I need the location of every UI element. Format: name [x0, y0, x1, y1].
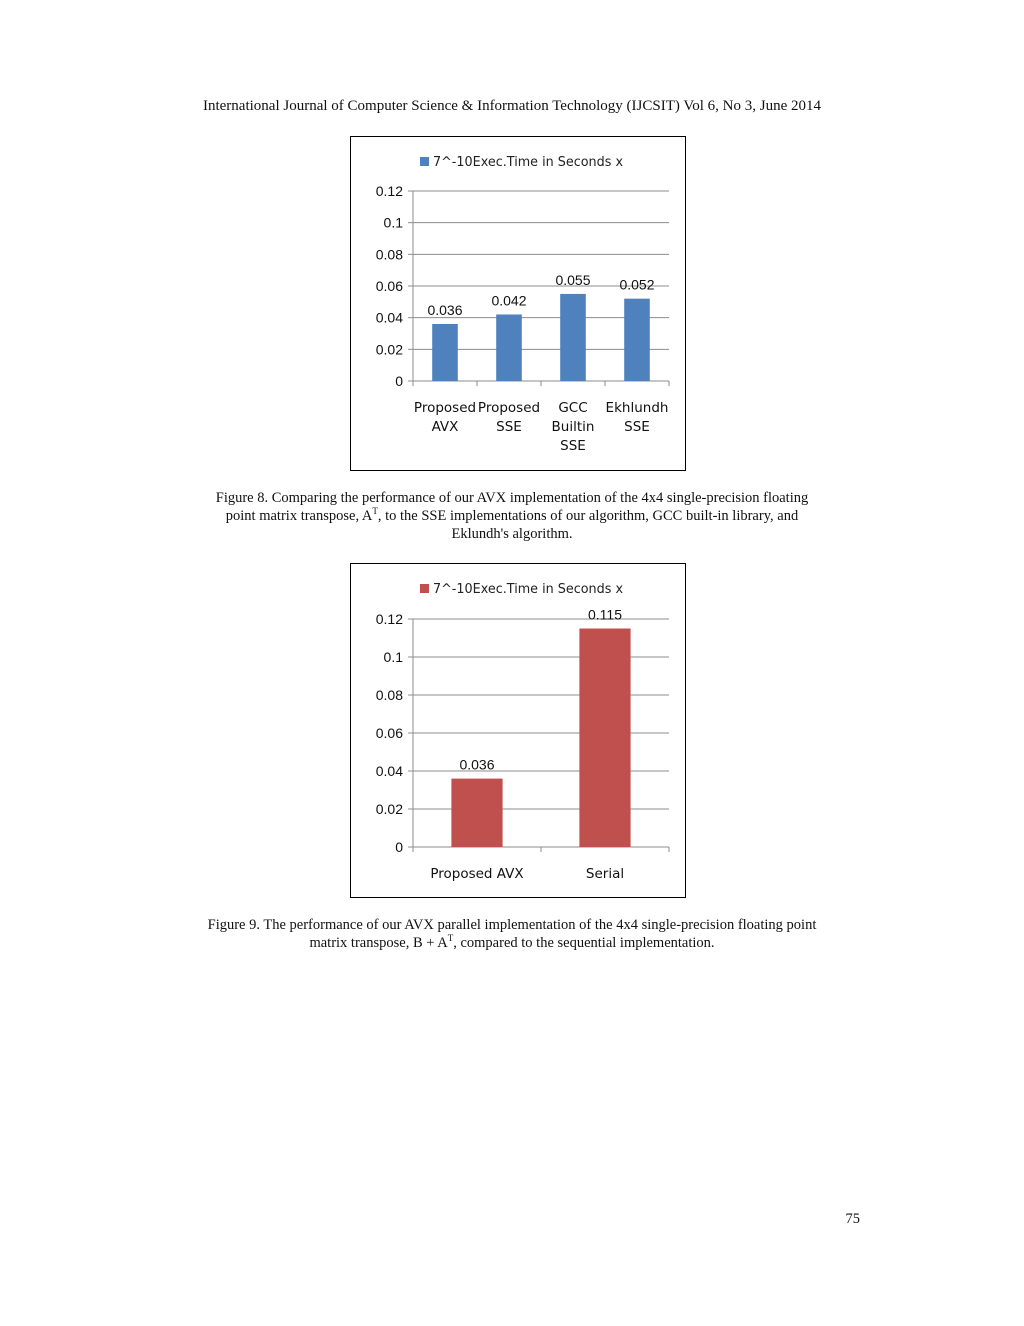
fig9-bar-0	[451, 779, 502, 847]
fig9-legend-label: 7^-10Exec.Time in Seconds x	[433, 582, 624, 597]
fig9-ytick-label-2: 0.04	[375, 763, 403, 779]
fig8-category-label-0-0: Proposed	[413, 400, 477, 416]
fig8-data-label-2: 0.055	[555, 271, 591, 288]
figure-9-caption-line-2-b: , compared to the sequential implementation.	[453, 935, 715, 951]
figure-8-caption-line-2-b: , to the SSE implementations of our algorithm, GCC built-in library, and	[377, 508, 799, 524]
figure-8-caption-line-1: Figure 8. Comparing the performance of our AVX implementation of the 4x4 single-precision floating	[215, 490, 809, 506]
figure-9-chart-svg	[351, 564, 687, 899]
fig9-ytick-label-4: 0.08	[375, 687, 403, 703]
fig8-ytick-label-4: 0.08	[375, 246, 403, 263]
fig8-data-label-0: 0.036	[427, 302, 463, 318]
fig8-category-label-1-0: Proposed	[477, 400, 541, 416]
figure-8-chart	[350, 136, 686, 471]
journal-header: International Journal of Computer Science & Information Technology (IJCSIT) Vol 6, No 3, June 2014	[202, 98, 821, 114]
fig8-category-label-2-1: Builtin	[551, 419, 595, 435]
fig8-ytick-label-2: 0.04	[375, 309, 403, 326]
fig8-category-label-2-0: GCC	[558, 400, 588, 416]
figure-9-chart	[350, 563, 686, 898]
figure-9-caption	[150, 916, 874, 952]
fig8-ytick-label-5: 0.1	[383, 214, 403, 231]
figure-8-caption-line-2	[150, 507, 874, 525]
fig8-ytick-label-3: 0.06	[375, 278, 403, 294]
figure-9-caption-line-1: Figure 9. The performance of our AVX parallel implementation of the 4x4 single-precision floating point	[207, 917, 817, 933]
fig9-data-label-1: 0.115	[588, 606, 622, 623]
fig8-legend-label: 7^-10Exec.Time in Seconds x	[433, 155, 624, 170]
fig8-ytick-label-6: 0.12	[375, 183, 403, 199]
fig8-ytick-label-1: 0.02	[375, 341, 403, 358]
fig8-category-label-3-1: SSE	[624, 419, 650, 435]
fig9-legend-swatch	[420, 584, 429, 593]
fig8-data-label-1: 0.042	[491, 292, 527, 309]
fig8-category-label-1-1: SSE	[496, 419, 522, 435]
fig8-data-label-3: 0.052	[619, 276, 655, 293]
fig9-ytick-label-6: 0.12	[375, 611, 403, 627]
page-number: 75	[845, 1211, 860, 1227]
figure-9-caption-superscript: T	[447, 933, 454, 944]
fig8-legend-swatch	[420, 157, 429, 166]
fig9-category-label-1-0: Serial	[585, 866, 625, 882]
fig9-bar-1	[579, 629, 630, 848]
figure-9-caption-line-2	[150, 934, 874, 952]
fig9-ytick-label-0: 0	[395, 839, 403, 855]
fig8-category-label-0-1: AVX	[431, 419, 459, 435]
figure-8-chart-svg	[351, 137, 687, 472]
fig9-ytick-label-1: 0.02	[375, 801, 403, 817]
fig8-category-label-2-2: SSE	[560, 438, 586, 454]
fig9-ytick-label-3: 0.06	[375, 725, 403, 741]
fig8-bar-1	[496, 315, 522, 382]
figure-9-caption-line-2-a: matrix transpose, B + A	[309, 935, 448, 951]
fig8-bar-0	[432, 324, 458, 381]
figure-8-caption-line-2-a: point matrix transpose, A	[225, 508, 373, 524]
fig8-bar-2	[560, 294, 586, 381]
fig9-category-label-0-0: Proposed AVX	[430, 866, 524, 882]
fig8-ytick-label-0: 0	[395, 373, 403, 389]
figure-8-caption-superscript: T	[372, 506, 378, 517]
figure-8-caption	[150, 489, 874, 543]
figure-8-caption-line-3: Eklundh's algorithm.	[451, 526, 573, 542]
fig9-ytick-label-5: 0.1	[383, 649, 403, 665]
fig8-category-label-3-0: Ekhlundh	[605, 400, 669, 416]
fig9-data-label-0: 0.036	[459, 756, 495, 773]
fig8-bar-3	[624, 299, 650, 381]
